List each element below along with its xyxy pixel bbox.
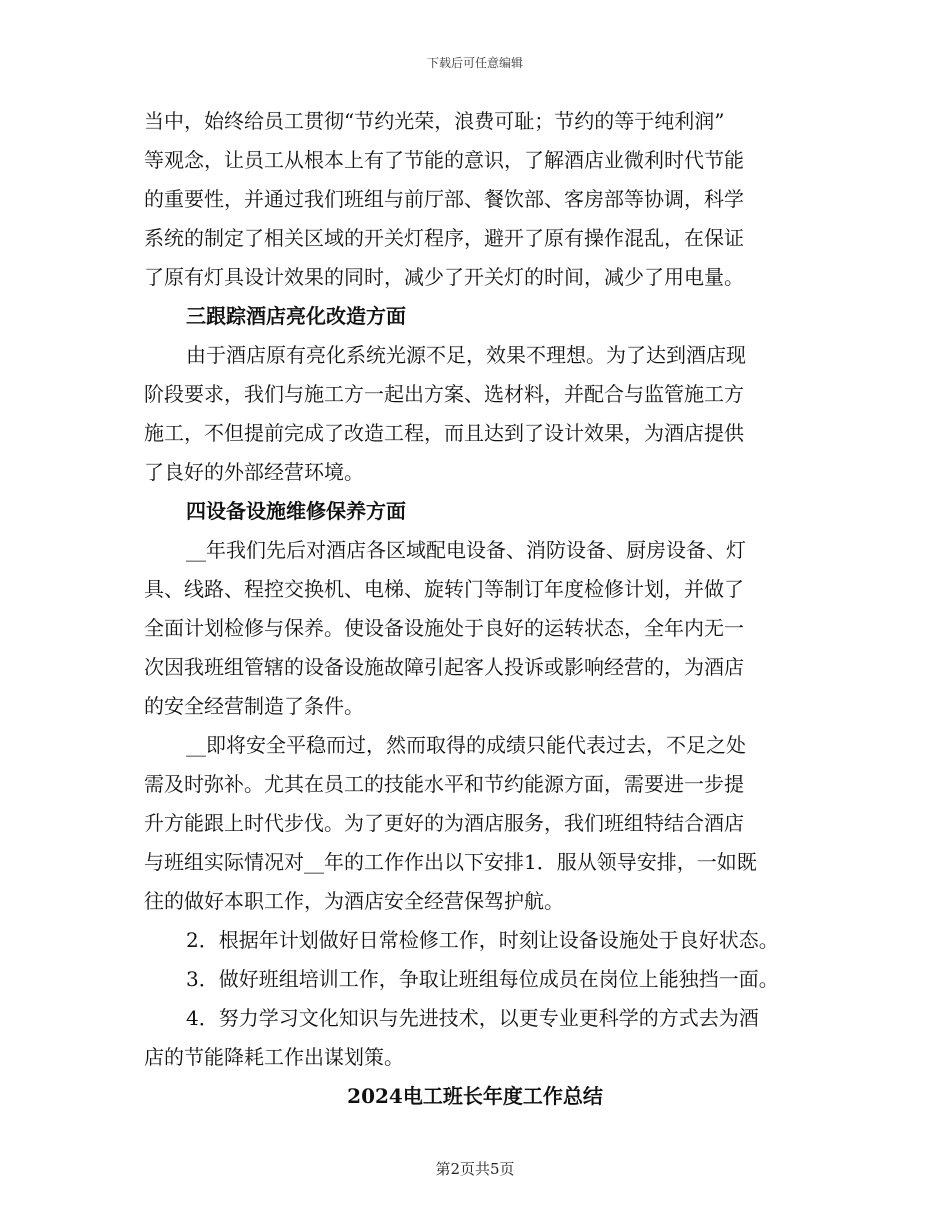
body-line: 与班组实际情况对__年的工作作出以下安排1．服从领导安排，一如既 — [144, 850, 757, 874]
body-line: 店的节能降耗工作出谋划策。 — [144, 1045, 404, 1069]
body-line: 等观念，让员工从根本上有了节能的意识，了解酒店业微利时代节能 — [144, 148, 744, 172]
page-footer: 第2页共5页 — [435, 1160, 515, 1178]
body-line: 全面计划检修与保养。使设备设施处于良好的运转状态，全年内无一 — [144, 616, 744, 640]
body-line: 3．做好班组培训工作，争取让班组每位成员在岗位上能独挡一面。 — [186, 967, 779, 991]
body-line: 的安全经营制造了条件。 — [144, 694, 364, 718]
body-line: 由于酒店原有亮化系统光源不足，效果不理想。为了达到酒店现 — [186, 343, 746, 367]
document-title: 2024电工班长年度工作总结 — [347, 1084, 603, 1108]
body-line: 当中，始终给员工贯彻“节约光荣，浪费可耻；节约的等于纯利润” — [144, 109, 725, 133]
body-line: 系统的制定了相关区域的开关灯程序，避开了原有操作混乱，在保证 — [144, 226, 744, 250]
body-line: __即将安全平稳而过，然而取得的成绩只能代表过去，不足之处 — [186, 733, 746, 757]
body-line: 阶段要求，我们与施工方一起出方案、选材料，并配合与监管施工方 — [144, 382, 744, 406]
body-line: 了原有灯具设计效果的同时，减少了开关灯的时间，减少了用电量。 — [144, 265, 744, 289]
body-line: 需及时弥补。尤其在员工的技能水平和节约能源方面，需要进一步提 — [144, 772, 744, 796]
body-line: 往的做好本职工作，为酒店安全经营保驾护航。 — [144, 889, 564, 913]
body-line: 施工，不但提前完成了改造工程，而且达到了设计效果，为酒店提供 — [144, 421, 744, 445]
body-line: 次因我班组管辖的设备设施故障引起客人投诉或影响经营的，为酒店 — [144, 655, 744, 679]
body-line: 了良好的外部经营环境。 — [144, 460, 364, 484]
body-line: 2．根据年计划做好日常检修工作，时刻让设备设施处于良好状态。 — [186, 928, 779, 952]
body-line: 具、线路、程控交换机、电梯、旋转门等制订年度检修计划，并做了 — [144, 577, 744, 601]
body-line: __年我们先后对酒店各区域配电设备、消防设备、厨房设备、灯 — [186, 538, 746, 562]
body-line: 4．努力学习文化知识与先进技术，以更专业更科学的方式去为酒 — [186, 1006, 759, 1030]
page-header: 下载后可任意编辑 — [426, 56, 523, 70]
body-line: 升方能跟上时代步伐。为了更好的为酒店服务，我们班组特结合酒店 — [144, 811, 744, 835]
section-heading: 四设备设施维修保养方面 — [186, 499, 406, 523]
section-heading: 三跟踪酒店亮化改造方面 — [186, 304, 406, 328]
body-line: 的重要性，并通过我们班组与前厅部、餐饮部、客房部等协调，科学 — [144, 187, 744, 211]
